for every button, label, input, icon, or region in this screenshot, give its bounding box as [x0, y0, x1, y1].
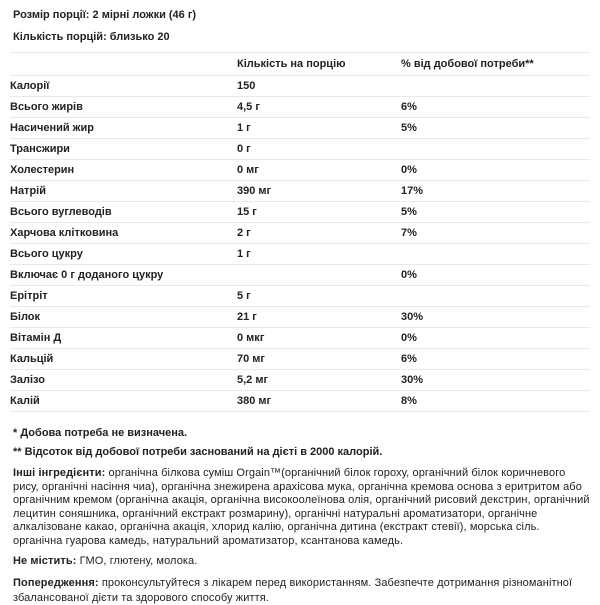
nutrient-amount: 1 г — [237, 118, 401, 139]
nutrient-amount: 5 г — [237, 286, 401, 307]
nutrient-label: Харчова клітковина — [10, 223, 237, 244]
nutrient-dv: 8% — [401, 391, 590, 412]
nutrient-amount: 380 мг — [237, 391, 401, 412]
column-daily-value: % від добової потреби** — [401, 53, 590, 76]
does-not-contain-paragraph — [13, 554, 590, 568]
nutrient-dv — [401, 244, 590, 265]
nutrient-label: Всього цукру — [10, 244, 237, 265]
column-blank — [10, 53, 237, 76]
footnote-daily-value-undefined: * Добова потреба не визначена. — [13, 427, 188, 439]
nutrient-amount: 0 мг — [237, 160, 401, 181]
table-row — [10, 202, 590, 223]
nutrient-amount: 1 г — [237, 244, 401, 265]
table-row — [10, 244, 590, 265]
nutrient-dv: 7% — [401, 223, 590, 244]
table-row — [10, 118, 590, 139]
nutrient-dv: 0% — [401, 328, 590, 349]
table-row — [10, 370, 590, 391]
nutrient-dv: 5% — [401, 118, 590, 139]
servings-per-container-line: Кількість порцій: близько 20 — [13, 31, 170, 43]
serving-size-line: Розмір порції: 2 мірні ложки (46 г) — [13, 9, 197, 21]
nutrient-label: Білок — [10, 307, 237, 328]
other-ingredients-paragraph — [13, 467, 590, 548]
footnote-2000-calories: ** Відсоток від добової потреби заснований на дієті в 2000 калорій. — [13, 446, 383, 458]
nutrient-dv: 0% — [401, 160, 590, 181]
nutrient-dv — [401, 139, 590, 160]
table-row — [10, 307, 590, 328]
nutrient-dv: 6% — [401, 97, 590, 118]
table-row — [10, 265, 590, 286]
other-ingredients-text: органічна білкова суміш Orgain™(органічний білок гороху, органічний білок коричневого рису, органічні насіння чиа), органічна знежирена арахісова мука, органічна кремова основа з еритритом або органічним кремом (органічна акація, органічна високоолеїнова олія, органічний рисовий декстрин, органічний лецитин соняшника, органічний екстракт розмарину), органічні натуральні ароматизатори, органічне алкалізоване какао, органічна акація, хлорид калію, органічна дитина (екстракт стевії), морська сіль. органічна гуарова камедь, натуральний ароматизатор, ксантанова камедь. — [13, 467, 590, 547]
table-row — [10, 181, 590, 202]
nutrient-dv: 30% — [401, 307, 590, 328]
table-row — [10, 328, 590, 349]
nutrient-amount: 15 г — [237, 202, 401, 223]
nutrient-amount: 0 мкг — [237, 328, 401, 349]
nutrient-dv: 6% — [401, 349, 590, 370]
nutrient-label: Всього вуглеводів — [10, 202, 237, 223]
nutrient-amount: 150 — [237, 76, 401, 97]
other-ingredients-label: Інші інгредієнти: — [13, 467, 106, 479]
nutrient-dv: 30% — [401, 370, 590, 391]
nutrient-dv: 5% — [401, 202, 590, 223]
header-row — [10, 53, 590, 76]
table-row — [10, 97, 590, 118]
table-row — [10, 391, 590, 412]
nutrient-amount: 70 мг — [237, 349, 401, 370]
table-row — [10, 286, 590, 307]
table-row — [10, 76, 590, 97]
nutrient-dv — [401, 76, 590, 97]
nutrient-amount — [237, 265, 401, 286]
nutrient-label: Кальцій — [10, 349, 237, 370]
nutrient-label: Натрій — [10, 181, 237, 202]
nutrient-amount: 2 г — [237, 223, 401, 244]
does-not-contain-text: ГМО, глютену, молока. — [79, 555, 198, 567]
nutrient-label: Вітамін Д — [10, 328, 237, 349]
nutrient-label: Включає 0 г доданого цукру — [10, 265, 237, 286]
table-row — [10, 349, 590, 370]
nutrient-amount: 0 г — [237, 139, 401, 160]
nutrient-amount: 21 г — [237, 307, 401, 328]
nutrition-facts-header — [10, 53, 590, 76]
nutrient-dv — [401, 286, 590, 307]
nutrient-amount: 4,5 г — [237, 97, 401, 118]
nutrition-rows — [10, 76, 590, 412]
table-row — [10, 160, 590, 181]
nutrition-facts-table — [10, 52, 590, 412]
table-row — [10, 139, 590, 160]
warning-label: Попередження: — [13, 577, 99, 589]
nutrient-label: Залізо — [10, 370, 237, 391]
nutrient-label: Ерітріт — [10, 286, 237, 307]
nutrient-amount: 390 мг — [237, 181, 401, 202]
nutrient-label: Калій — [10, 391, 237, 412]
table-row — [10, 223, 590, 244]
nutrient-label: Калорії — [10, 76, 237, 97]
nutrient-label: Холестерин — [10, 160, 237, 181]
column-amount-per-serving: Кількість на порцію — [237, 53, 401, 76]
nutrient-label: Трансжири — [10, 139, 237, 160]
warning-text: проконсультуйтеся з лікарем перед використанням. Забезпечте дотримання різноманітної збалансованої дієти та здорового способу життя. — [13, 577, 573, 604]
nutrient-label: Насичений жир — [10, 118, 237, 139]
warning-paragraph — [13, 576, 590, 605]
nutrient-dv: 0% — [401, 265, 590, 286]
does-not-contain-label: Не містить: — [13, 555, 77, 567]
nutrient-amount: 5,2 мг — [237, 370, 401, 391]
nutrient-label: Всього жирів — [10, 97, 237, 118]
nutrient-dv: 17% — [401, 181, 590, 202]
